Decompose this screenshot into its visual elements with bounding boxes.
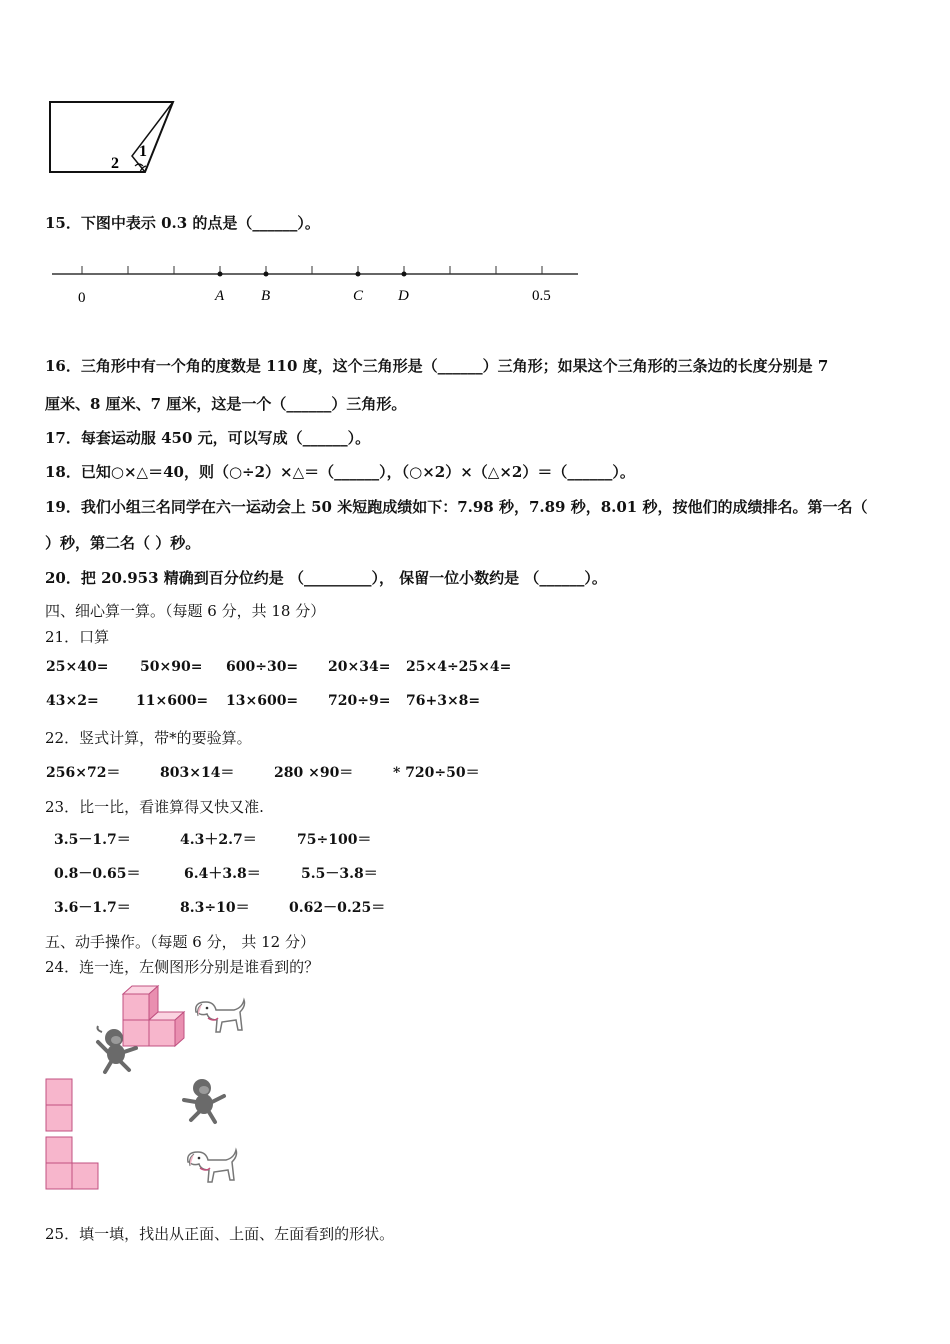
question-17: 17．每套运动服 450 元，可以写成（______）。 <box>45 429 371 447</box>
side-view-shape <box>45 1136 105 1192</box>
label-b: B <box>261 288 271 304</box>
compare-calc-item: 6.4＋3.8＝ <box>184 866 261 882</box>
section-4-title: 四、细心算一算。（每题 6 分，共 18 分） <box>45 602 326 620</box>
compare-calc-item: 4.3＋2.7＝ <box>180 832 257 848</box>
label-zero: 0 <box>78 290 86 306</box>
number-line <box>52 260 592 320</box>
question-21-title: 21．口算 <box>45 628 110 646</box>
oral-calc-item: 720÷9= <box>328 693 391 709</box>
oral-calc-item: 20×34= <box>328 659 391 675</box>
label-half: 0.5 <box>532 288 551 304</box>
compare-calc-item: 3.6－1.7＝ <box>54 900 131 916</box>
angle-label-2: 2 <box>111 155 119 172</box>
compare-calc-item: 0.62－0.25＝ <box>289 900 386 916</box>
oral-calc-item: 50×90= <box>140 659 203 675</box>
dog-icon <box>180 1148 240 1194</box>
point-a <box>218 272 223 277</box>
view-square <box>72 1163 98 1189</box>
question-15: 15．下图中表示 0.3 的点是（______）。 <box>45 214 320 232</box>
section-5-title: 五、动手操作。（每题 6 分， 共 12 分） <box>45 933 315 951</box>
dog-icon <box>188 998 248 1044</box>
label-c: C <box>353 288 364 304</box>
oral-calc-item: 43×2= <box>46 693 99 709</box>
front-view-shape <box>45 1078 75 1134</box>
compare-calc-item: 5.5－3.8＝ <box>301 866 378 882</box>
compare-calc-item: 0.8－0.65＝ <box>54 866 141 882</box>
oral-calc-item: 11×600= <box>136 693 209 709</box>
oral-calc-item: 76+3×8= <box>406 693 481 709</box>
question-19-line2: ）秒，第二名（ ）秒。 <box>45 534 201 552</box>
vertical-calc-item: 803×14＝ <box>160 765 235 781</box>
oral-calc-item: 600÷30= <box>226 659 299 675</box>
cube-front-face <box>123 994 149 1020</box>
fold-figure <box>45 98 185 178</box>
question-23-title: 23．比一比，看谁算得又快又准. <box>45 798 264 816</box>
vertical-calc-item: 256×72＝ <box>46 765 121 781</box>
angle-label-1: 1 <box>139 143 147 160</box>
monkey-icon <box>94 1026 144 1076</box>
point-c <box>356 272 361 277</box>
point-d <box>402 272 407 277</box>
fold-flap <box>132 102 173 172</box>
question-25-title: 25．填一填，找出从正面、上面、左面看到的形状。 <box>45 1225 395 1243</box>
vertical-calc-item: * 720÷50＝ <box>393 765 480 781</box>
question-16-line1: 16．三角形中有一个角的度数是 110 度，这个三角形是（______）三角形；如果这个三角形的三条边的长度分别是 7 <box>45 357 829 375</box>
question-18: 18．已知○×△＝40，则（○÷2）×△＝（______），（○×2）×（△×2）＝（______）。 <box>45 463 635 481</box>
point-b <box>264 272 269 277</box>
compare-calc-item: 8.3÷10＝ <box>180 900 250 916</box>
question-20: 20．把 20.953 精确到百分位约是 （_________）， 保留一位小数约是 （______）。 <box>45 569 607 587</box>
vertical-calc-item: 280 ×90＝ <box>274 765 354 781</box>
oral-calc-item: 13×600= <box>226 693 299 709</box>
monkey-icon <box>180 1076 230 1126</box>
view-square <box>46 1105 72 1131</box>
view-square <box>46 1079 72 1105</box>
view-square <box>46 1137 72 1163</box>
compare-calc-item: 75÷100＝ <box>297 832 372 848</box>
label-a: A <box>215 288 225 304</box>
cube-front-face <box>149 1020 175 1046</box>
oral-calc-item: 25×40= <box>46 659 109 675</box>
question-19-line1: 19．我们小组三名同学在六一运动会上 50 米短跑成绩如下：7.98 秒，7.89 秒，8.01 秒，按他们的成绩排名。第一名（ <box>45 498 868 516</box>
question-16-line2: 厘米、8 厘米、7 厘米，这是一个（______）三角形。 <box>45 395 407 413</box>
oral-calc-item: 25×4÷25×4= <box>406 659 512 675</box>
view-square <box>46 1163 72 1189</box>
question-24-title: 24．连一连，左侧图形分别是谁看到的？ <box>45 958 320 976</box>
label-d: D <box>398 288 409 304</box>
question-22-title: 22．竖式计算，带*的要验算。 <box>45 729 252 747</box>
compare-calc-item: 3.5－1.7＝ <box>54 832 131 848</box>
